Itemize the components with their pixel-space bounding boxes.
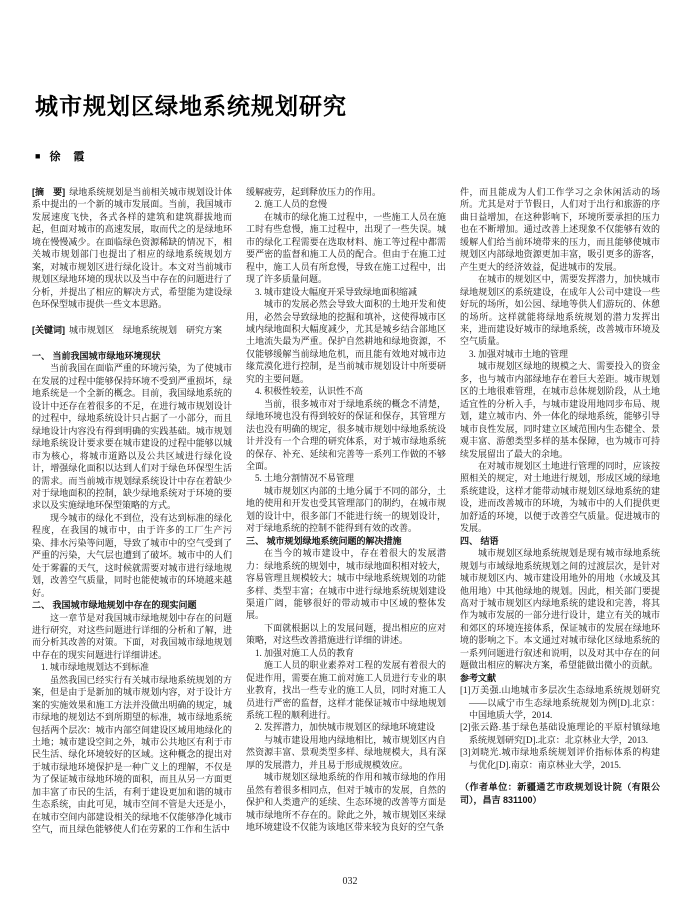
paragraph-continued: 缓解疲劳，起到释放压力的作用。 [246,187,382,197]
section-heading-4: 四、 结语 [460,535,499,546]
paragraph: 城市规划区内部的土地分属于不同的部分，土地的使用和开发也受其管理部门的制约，在城市规划的设计中，很多部门不能进行统一的规划设计，对于绿地系统的控制不能得到有效的改善。 [246,485,446,534]
reference-item: [3]刘晓光.城市绿地系统规划评价指标体系的构建与优化[D].南京：南京林业大学，2015. [460,747,660,770]
paragraph: 城市规划区绿地系统规划是现有城市绿地系统规划与市域绿地系统规划之间的过渡层次，是针对城市规划区内、城市建设用地外的用地（水域及其他用地）中其他绿地的规划。因此，相关部门要提高对于城市规划区内绿地系统的建设和完善，将其作为城市发展的一部分进行设计，建立有关的城市和郊区的环境连接体系，保证城市的发展在绿地环境的影响之下。本文通过对城市绿化区绿地系统的一系列问题进行叙述和说明，以及对其中存在的问题做出相应的解决方案，希望能做出微小的贡献。 [460,548,660,671]
paragraph: 城市规划区绿地的规模之大、需要投入的资金多，也与城市内部绿地存在着巨大差距。城市规划区的土地很难管理，在城市总体规划阶段，从土地适宜性的分析入手，与城市建设用地同步布局、规划，建立城市内、外一体化的绿地系统，能够引导城市良性发展，同时建立区域范围内生态健全、景观丰富、游憩类型多样的基本保障，也为城市可持续发展留出了最大的余地。 [460,361,660,459]
paragraph: 下面就根据以上的发展问题，提出相应的应对策略，对这些改善措施进行详细的讲述。 [246,622,446,646]
column-1 [32,186,232,860]
sub-heading: 5. 土地分割情况不易管理 [255,473,355,484]
references-heading: 参考文献 [460,672,497,683]
abstract [32,186,232,311]
paragraph: 现今城市的绿化不到位，没有达到标准的绿化程度，在我国的城市中，由于许多的工厂生产污染、排水污染等问题，导致了城市中的空气受到了严重的污染，大气层也遭到了破坏。城市中的人们处于雾霾的天气，这时候就需要对城市进行绿地规划，改善空气质量，同时也能使城市的环境越来越好。 [32,512,232,598]
keywords [32,324,232,336]
column-2 [246,186,446,860]
sub-heading: 3. 城市建设大幅度开采导致绿地面积缩减 [255,286,418,297]
paragraph: 在当今的城市建设中，存在着很大的发展潜力：绿地系统的规划中，城市绿地面积相对较大，容易管理且规模较大；城市中绿地系统规划的功能多样、类型丰富；在城市中进行绿地系统规划建设渠道广阔，能够很好的带动城市中区域的整体发展。 [246,548,446,621]
paragraph: 施工人员的职业素养对工程的发展有着很大的促进作用，需要在施工前对施工人员进行专业的职业教育，找出一些专业的施工人员，同时对施工人员进行严密的监督，这样才能保证城市中绿地规划系统工程的顺利进行。 [246,660,446,721]
author-name: 徐 霞 [49,151,86,163]
paragraph: 虽然我国已经实行有关城市绿地系统规划的方案，但是由于是新加的城市规划内容，对于设计方案的实施效果和施工方法并没做出明确的规定，城市绿地的规划达不到所期望的标准，城市绿地系统包括两个层次：城市内部空间建设区域用地绿化的土地；城市建设空间之外，城市公共地区有利于市民生活、绿化环境较好的区域。这种概念的提出对于城市绿地环境保护是一种广义上的理解，不仅是为了保证城市绿地环境的面积，而且从另一方面更加丰富了市民的生活，有利于建设更加和谐的城市生态系统，由此可见，城市空间不管是大还是小，在城市空间内部建设相关的绿地不仅能够净化城市空气，而且绿色能够使人们在劳累的工作和生活中 [32,674,232,835]
sub-heading: 2. 施工人员的怠慢 [255,199,328,210]
author-marker-icon: ■ [35,150,41,161]
sub-heading: 1. 城市绿地规划达不到标准 [41,662,150,673]
section-heading-3: 三、 城市规划绿地系统问题的解决措施 [246,535,402,546]
column-3 [460,186,660,860]
abstract-label: [摘 要] [32,187,66,197]
sub-heading: 1. 加强对施工人员的教育 [255,647,355,658]
paragraph: 当前，很多城市对于绿地系统的概念不清楚，绿地环境也没有得到较好的保证和保存，其管理方法也没有明确的规定，很多城市规划中绿地系统设计并没有一个合理的研究体系，对于城市绿地系统的保存、补充、延续和完善等一系列工作做的不够全面。 [246,398,446,471]
paragraph: 城市规划区绿地系统的作用和城市绿地的作用虽然有着很多相同点，但对于城市的发展，自然的保护和人类遗产的延续、生态环境的改善等方面是城市绿地所不存在的。除此之外，城市规划区来绿地环境建设不仅能为该地区带来较为良好的空气条 [246,772,446,833]
page-footer [0,876,700,887]
paper-header [0,0,700,164]
paragraph: 在对城市规划区土地进行管理的同时，应该按照相关的规定，对土地进行规划，形成区域的绿地系统建设，这样才能带动城市规划区绿地系统的建设，进而改善城市的环境，为城市中的人们提供更加舒适的环境，以便于改善空气质量。促进城市的发展。 [460,460,660,534]
sub-heading: 2. 发挥潜力，加快城市规划区的绿地环境建设 [255,722,436,733]
author-affiliation: （作者单位：新疆通艺市政规划设计院（有限公司），昌吉 831100） [460,782,660,805]
reference-item: [1]万美强.山地城市多层次生态绿地系统规划研究——以咸宁市生态绿地系统规划为例[D].北京：中国地质大学，2014. [460,685,660,721]
paragraph: 这一章节是对我国城市绿地规划中存在的问题进行研究，对这些问题进行详细的分析和了解，进而分析其改善的对策。下面，对我国城市绿地规划中存在的现实问题进行详细讲述。 [32,612,232,660]
article-body [0,186,700,860]
paragraph: 在城市的规划区中，需要发挥潜力，加快城市绿地规划区的系统建设，在成年人公司中建设一些好玩的场所，如公园、绿地等供人们游玩的、休憩的场所。这样就能将绿地系统规划的潜力发挥出来，进而建设好城市的绿地系统，改善城市环境及空气质量。 [460,274,660,347]
sub-heading: 4. 积极性较差，认识性不高 [255,386,364,397]
paragraph: 在城市的绿化施工过程中，一些施工人员在施工时有些怠慢，施工过程中，出现了一些失误。城市的绿化工程需要在选取材料、施工等过程中都需要严密的监督和施工人员的配合。但由于在施工过程中，施工人员有所怠慢，导致在施工过程中，出现了许多质量问题。 [246,211,446,285]
keywords-text: 城市规划区 绿地系统规划 研究方案 [69,324,223,335]
paragraph: 城市的发展必然会导致大面积的土地开发和使用，必然会导致绿地的挖掘和填补，这使得城市区域内绿地面积大幅度减少，尤其是城乡结合部地区土地流失最为严重。保护自然耕地和绿地资源，不仅能够缓解当前绿地危机，而且能有效地对城市边缘荒漠化进行控制，是当前城市规划设计中所要研究的主要问题。 [246,299,446,384]
page-number: 032 [342,876,358,887]
paragraph-continued: 件，而且能成为人们工作学习之余休闲活动的场所。尤其是对于节假日，人们对于出行和旅游的序曲日益增加，在这种影响下，环境所要承担的压力也在不断增加。通过改善上述现象不仅能够有效的缓解人们给当前环境带来的压力，而且能够使城市规划区内部绿地资源更加丰富，吸引更多的游客，产生更大的经济效益，促进城市的发展。 [460,187,660,272]
paragraph: 当前我国在面临严重的环境污染，为了使城市在发展的过程中能够保持环境不受到严重损坏，绿地系统是一个全新的概念。目前，我国绿地系统的设计中还存在着很多的不足，在进行城市规划设计的过程中，绿地系统设计只占据了一小部分，而且绿地设计内容没有得到明确的实践基础。城市规划绿地系统设计要求要在城市建设的过程中能够以城市为核心，将城市道路以及公共区域进行绿化设计，增强绿化面积以达到人们对于绿色环保型生活的需求。而当前城市规划绿系统设计中存在着缺少对于绿地面积的控制，缺少绿地系统对于环境的要求以及实施绿地环保型策略的方式。 [32,363,232,511]
paper-title: 城市规划区绿地系统规划研究 [35,93,347,119]
author-line [35,148,665,164]
abstract-text: 绿地系统规划是当前相关城市规划设计体系中提出的一个新的城市发展面。当前，我国城市发展速度飞快，各式各样的建筑和建筑群拔地而起，但面对城市的高速发展，取而代之的是绿地环境在慢慢减少。在面临绿色资源稀缺的情况下，相关城市规划部门也提出了相应的绿地系统规划方案，对城市规划区进行绿化设计。本文对当前城市规划区绿地环境的现状以及当中存在的问题进行了分析，并提出了相应的解决方式，希望能为建设绿色环保型城市提供一些文本思路。 [32,187,232,310]
sub-heading: 3. 加强对城市土地的管理 [469,348,569,359]
section-heading-2: 二、 我国城市绿地规划中存在的现实问题 [32,600,197,611]
keywords-label: [关键词] [32,324,65,335]
reference-item: [2]张云路.基于绿色基础设施理论的平原村镇绿地系统规划研究[D].北京：北京林业大学，2013. [460,722,660,745]
paragraph: 与城市建设用地内绿地相比，城市规划区内自然资源丰富、景观类型多样、绿地规模大，具有深厚的发展潜力，并且易于形成规模效应。 [246,734,446,770]
section-heading-1: 一、 当前我国城市绿地环境现状 [32,350,161,361]
